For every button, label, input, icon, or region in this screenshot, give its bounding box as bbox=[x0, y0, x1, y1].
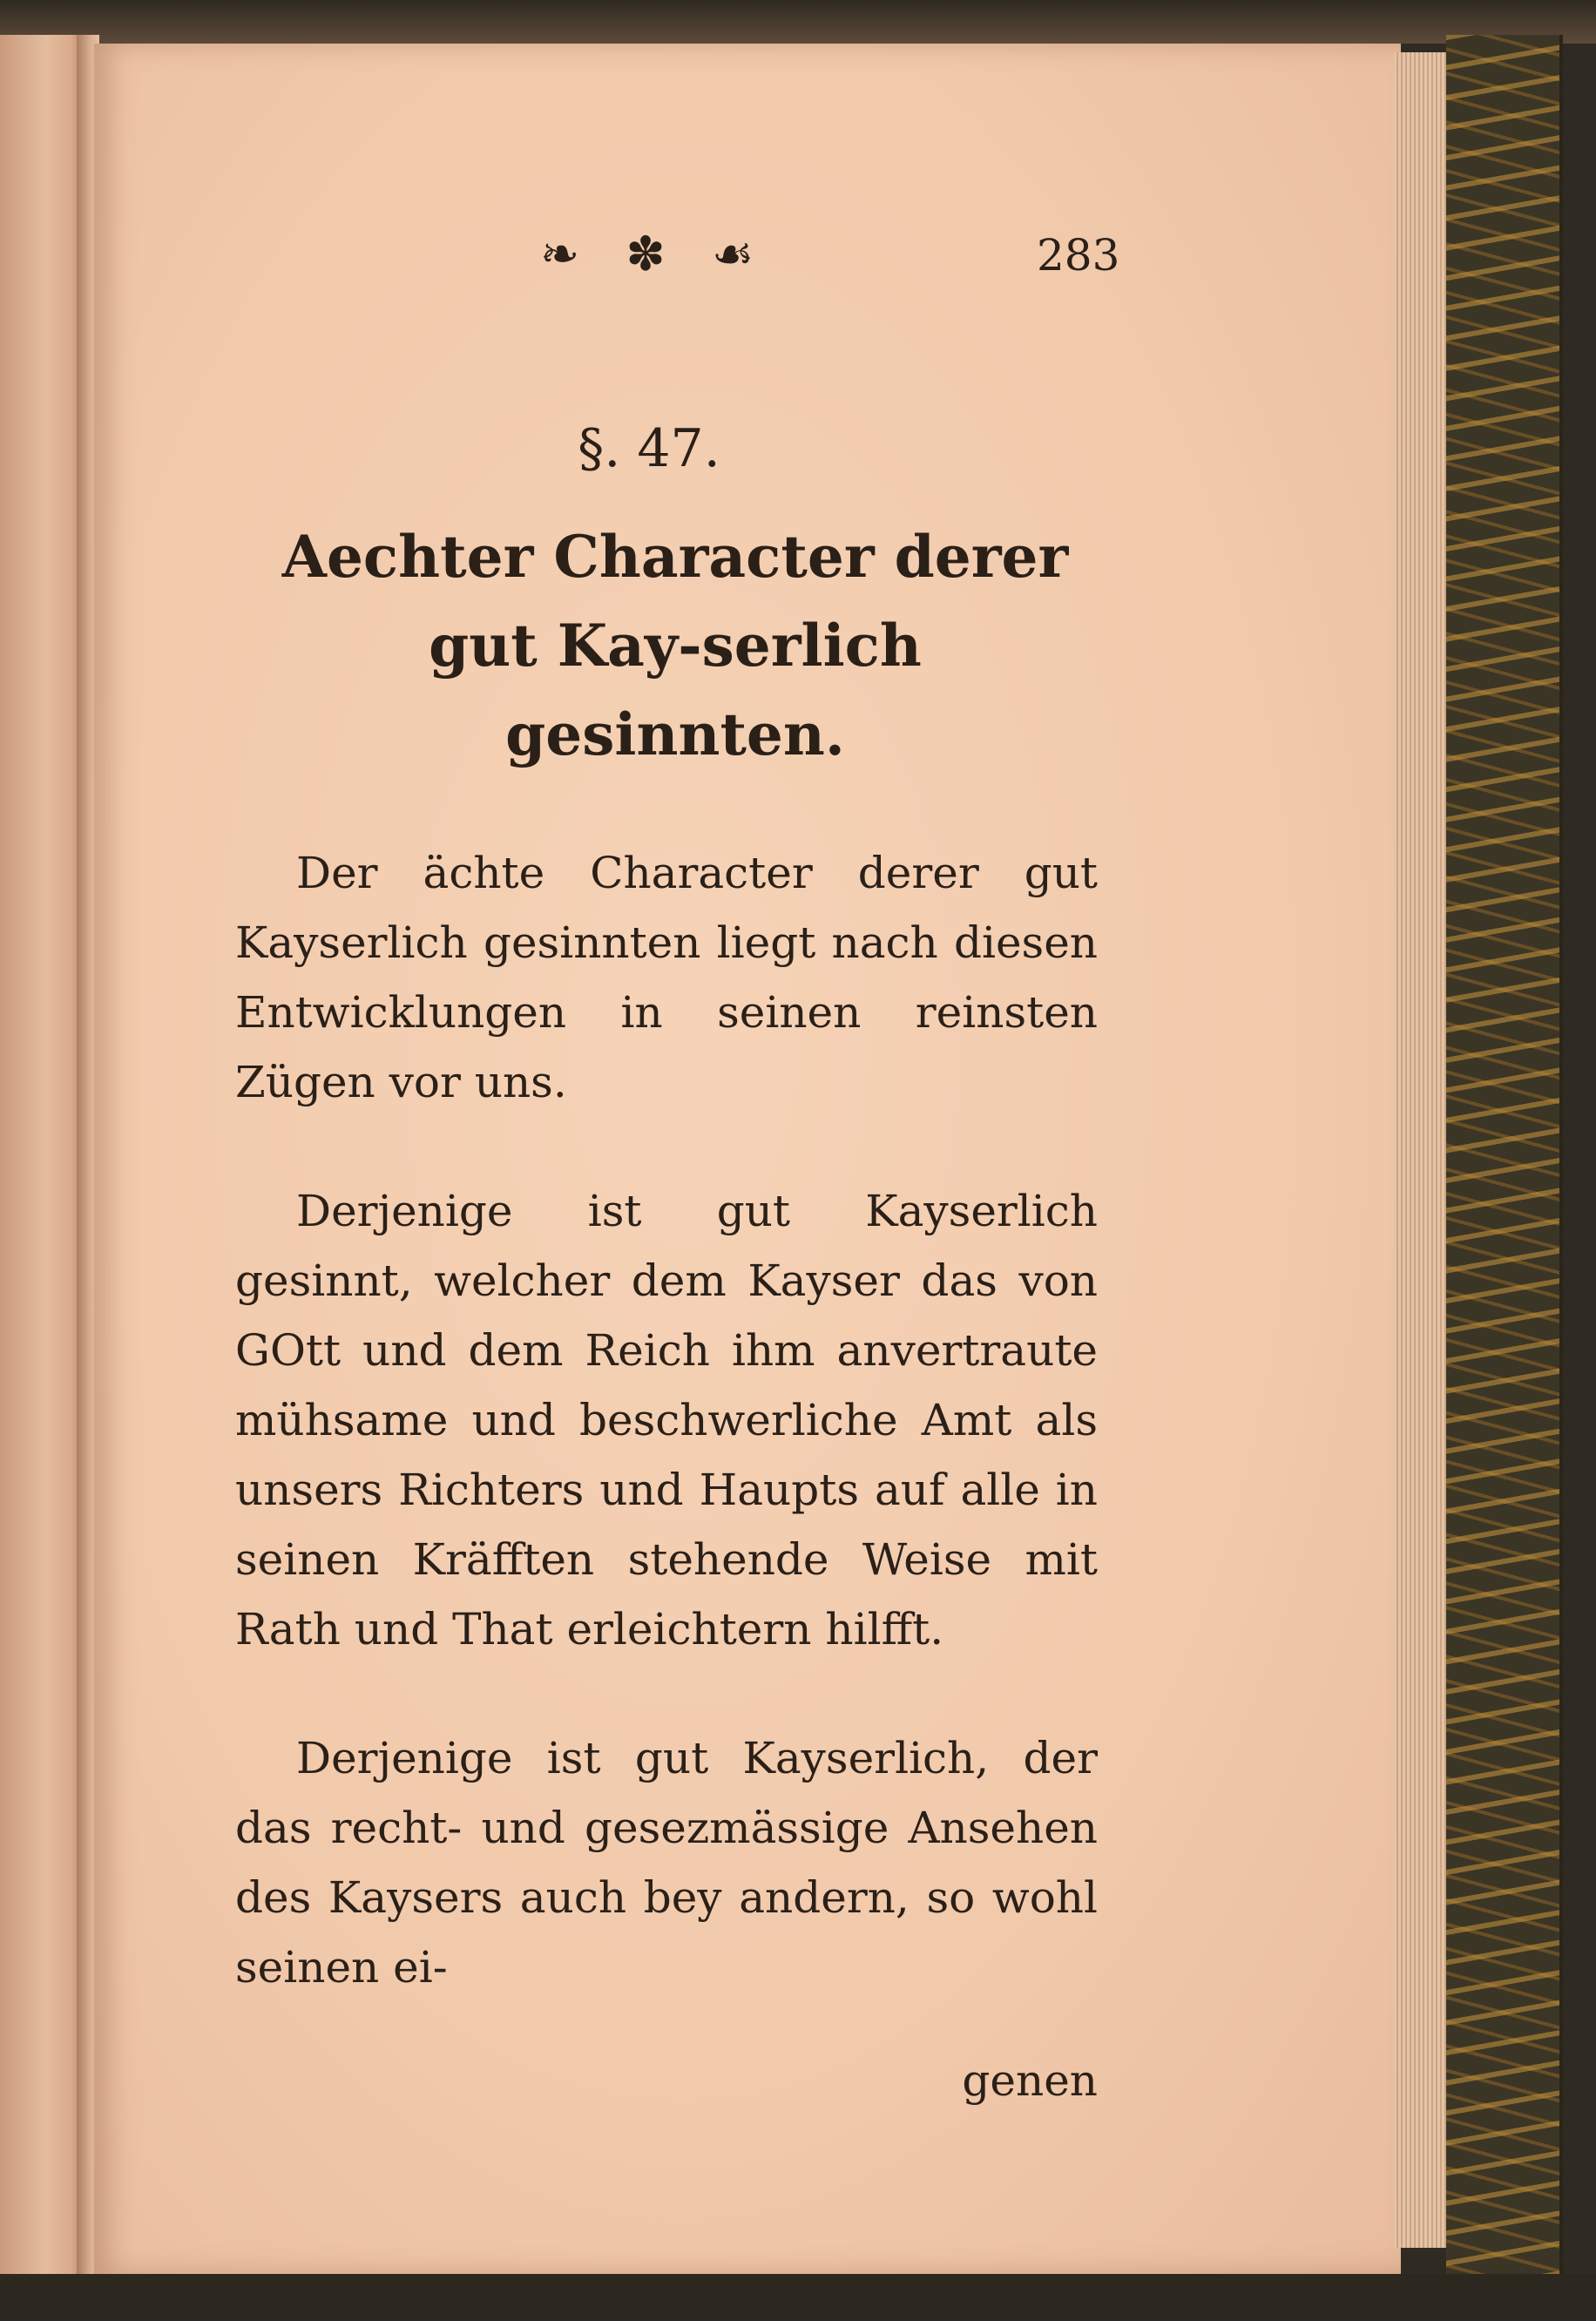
catchword: genen bbox=[962, 2055, 1098, 2106]
scan-top-edge bbox=[0, 0, 1596, 44]
section-number: §. 47. bbox=[578, 418, 720, 479]
left-page-edge bbox=[0, 35, 84, 2291]
marbled-cover bbox=[1446, 35, 1563, 2291]
page-number: 283 bbox=[1037, 230, 1120, 281]
paragraph-1: Der ächte Character derer gut Kayserlich gesinnten liegt nach diesen Entwicklungen in seinen reinsten Zügen vor uns. bbox=[235, 848, 1098, 1107]
paragraph-3: Derjenige ist gut Kayserlich, der das recht- und gesezmässige Ansehen des Kaysers auch bey andern, so wohl seinen ei- bbox=[235, 1733, 1098, 1993]
header-ornament-icon: ❧ ✽ ☙ bbox=[540, 227, 770, 281]
paragraph-2: Derjenige ist gut Kayserlich gesinnt, welcher dem Kayser das von GOtt und dem Reich ihm anvertraute mühsame und beschwerliche Amt als unsers Richters und Haupts auf alle in seinen Kräfften stehende Weise mit Rath und That erleichtern hilfft. bbox=[235, 1186, 1098, 1654]
running-header bbox=[235, 227, 1120, 288]
page-text bbox=[235, 227, 1120, 2115]
scan-bottom-edge bbox=[0, 2274, 1596, 2321]
section-heading: Aechter Character derer gut Kay-serlich gesinnten. bbox=[281, 523, 1069, 768]
